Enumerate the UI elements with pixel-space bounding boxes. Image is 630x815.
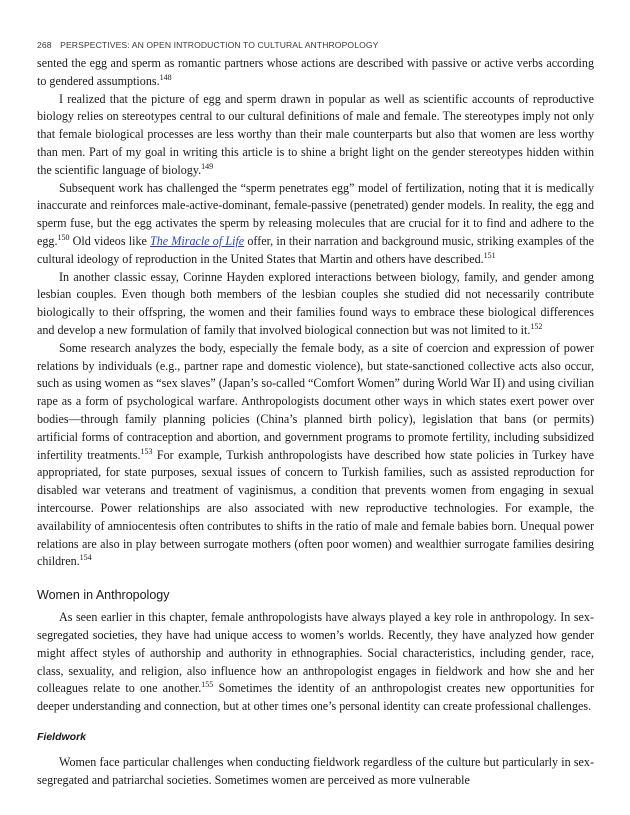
- footnote-ref[interactable]: 153: [140, 446, 153, 456]
- film-link[interactable]: The Miracle of Life: [150, 233, 245, 248]
- paragraph: [37, 91, 594, 180]
- paragraph: [37, 609, 594, 716]
- subsection-heading: Fieldwork: [37, 730, 87, 743]
- running-header: [37, 40, 379, 50]
- paragraph: [37, 55, 594, 91]
- footnote-ref[interactable]: 148: [159, 72, 172, 82]
- paragraph-text: Women face particular challenges when conducting fieldwork regardless of the culture but particularly in sex-segregated and patriarchal societies. Sometimes women are perceived as more vulnerable: [37, 754, 594, 787]
- footnote-ref[interactable]: 155: [201, 680, 214, 690]
- paragraph-text: sented the egg and sperm as romantic partners whose actions are described with passive or active verbs according to gendered assumptions.: [37, 56, 594, 88]
- paragraph: [37, 180, 594, 269]
- footnote-ref[interactable]: 150: [57, 232, 70, 242]
- paragraph-text: offer, in their narration and background music, striking examples of the cultural ideology of reproduction in the United States that Martin and others have described.: [37, 233, 595, 266]
- paragraph: [37, 269, 594, 340]
- paragraph-text: I realized that the picture of egg and sperm drawn in popular as well as scientific accounts of reproductive biology relies on stereotypes central to our cultural definitions of male and female. The stereotypes imply not only that female biological processes are less worthy than their male counterparts but also that women are less worthy than men. Part of my goal in writing this article is to shine a bright light on the gender stereotypes hidden within the scientific language of biology.: [37, 91, 594, 177]
- footnote-ref[interactable]: 151: [483, 250, 496, 260]
- footnote-ref[interactable]: 149: [201, 161, 214, 171]
- paragraph-text: Sometimes the identity of an anthropologist creates new opportunities for deeper understanding and connection, but at other times one’s personal identity can create professional challenges.: [37, 681, 594, 714]
- paragraph: [37, 754, 594, 790]
- paragraph-text: Subsequent work has challenged the “sperm penetrates egg” model of fertilization, noting that it is medically inaccurate and reinforces male-active-dominant, female-passive (penetrated) gender models. In reality, the egg and sperm fuse, but the egg activates the sperm by releasing molecules that are crucial for it to find and adhere to the egg.: [37, 180, 594, 248]
- footnote-ref[interactable]: 154: [79, 553, 92, 563]
- footnote-ref[interactable]: 152: [530, 321, 543, 331]
- page-number: 268: [37, 40, 52, 50]
- section-heading: Women in Anthropology: [37, 588, 170, 603]
- paragraph-text: In another classic essay, Corinne Hayden explored interactions between biology, family, and gender among lesbian couples. Even though both members of the lesbian couples she studied did not necessarily contribute biologically to their offspring, the women and their families found ways to embrace these biological differences and develop a new formulation of family that involved biological connection but was not limited to it.: [37, 269, 594, 337]
- body-text: [37, 55, 594, 789]
- paragraph-text: For example, Turkish anthropologists have described how state policies in Turkey have appropriated, for state purposes, sexual issues of concern to Turkish families, such as assisted reproduction for disabled war veterans and treatment of vaginismus, a condition that prevents women from engaging in sexual intercourse. Power relationships are also associated with new reproductive technologies. For example, the availability of amniocentesis often contributes to shifts in the ratio of male and female babies born. Unequal power relations are also in play between surrogate mothers (often poor women) and wealthier surrogate families desiring children.: [37, 447, 594, 569]
- paragraph-text: Old videos like: [69, 233, 151, 248]
- paragraph-text: Some research analyzes the body, especially the female body, as a site of coercion and expression of power relations by individuals (e.g., partner rape and domestic violence), but state-sanctioned collective acts also occur, such as using women as “sex slaves” (Japan’s so-called “Comfort Women” during World War II) and using civilian rape as a form of psychological warfare. Anthropologists document other ways in which states exert power over bodies—through family planning policies (China’s planned birth policy), legislation that bans (or permits) artificial forms of contraception and abortion, and government programs to promote fertility, including subsidized infertility treatments.: [37, 340, 594, 462]
- paragraph-text: As seen earlier in this chapter, female anthropologists have always played a key role in anthropology. In sex-segregated societies, they have had unique access to women’s worlds. Recently, they have analyzed how gender might affect styles of authorship and authority in ethnographies. Social characteristics, including gender, race, class, sexuality, and religion, also influence how an anthropologist engages in fieldwork and how she and her colleagues relate to one another.: [37, 610, 594, 696]
- paragraph: [37, 340, 594, 571]
- book-title: PERSPECTIVES: AN OPEN INTRODUCTION TO CULTURAL ANTHROPOLOGY: [60, 40, 379, 50]
